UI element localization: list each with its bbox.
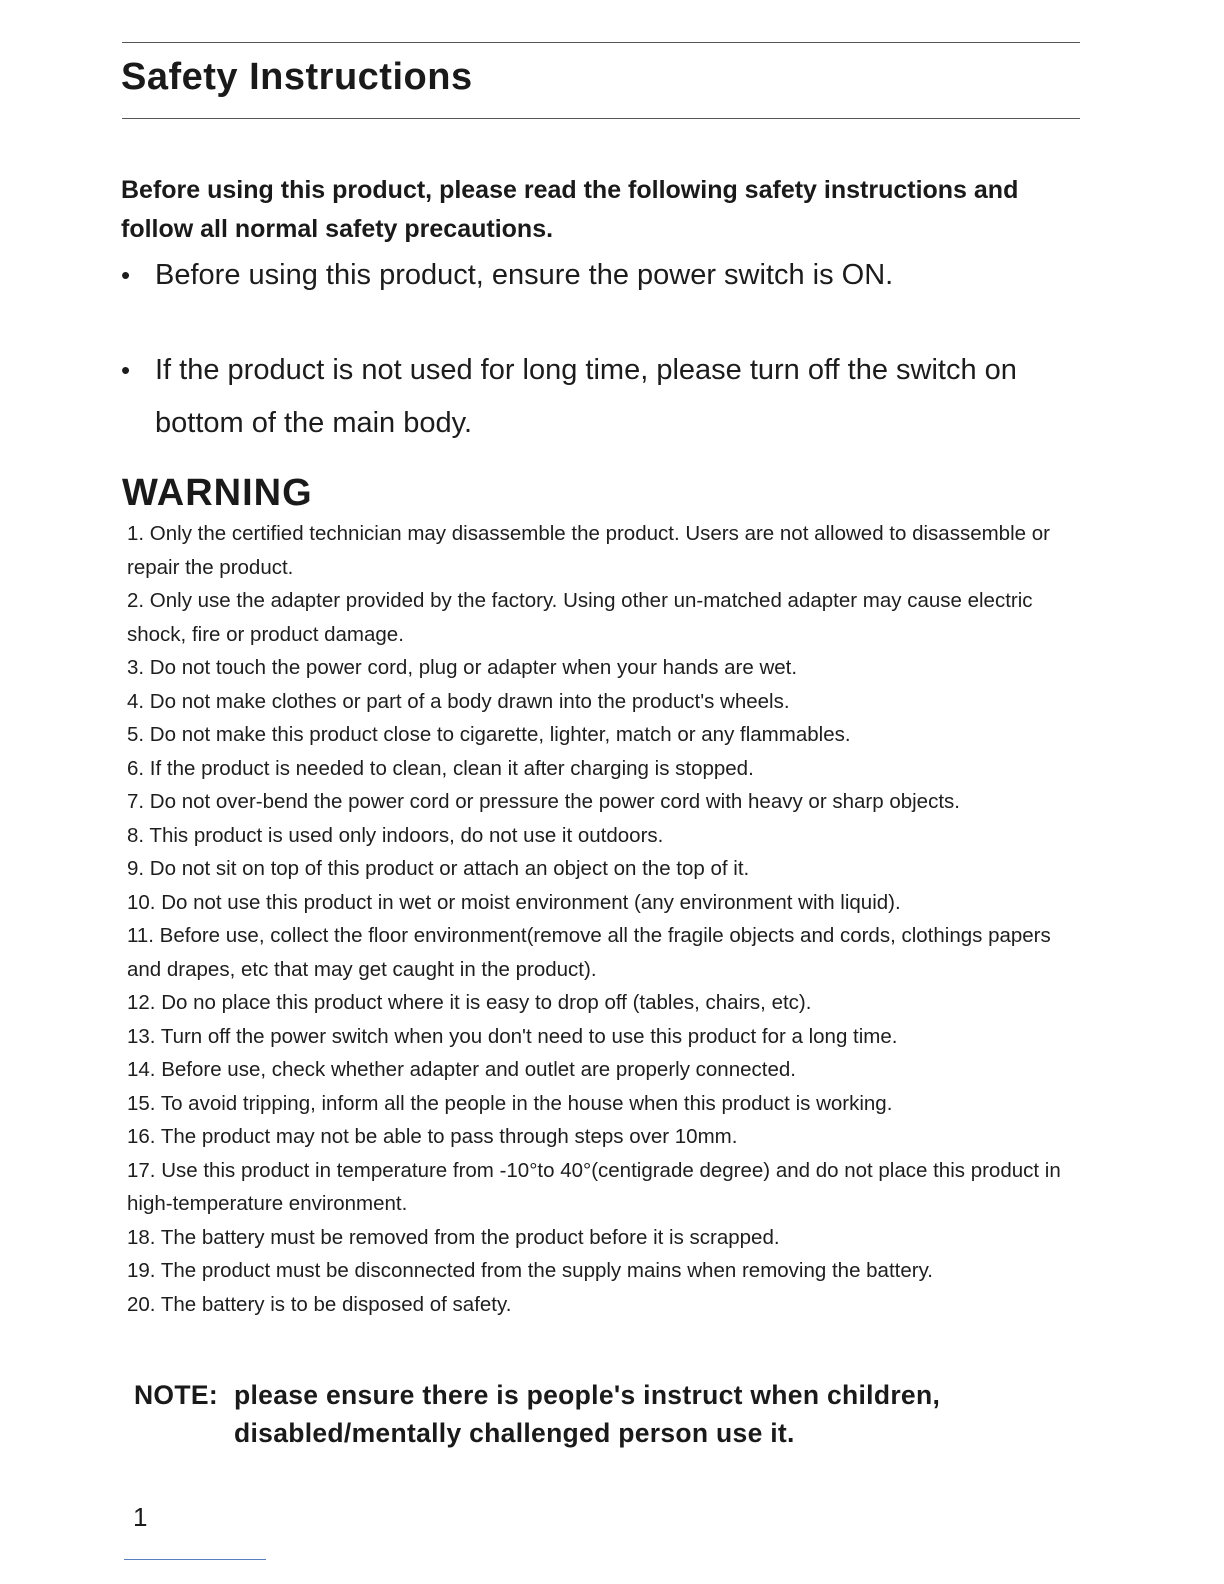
- warning-item: 5. Do not make this product close to cigarette, lighter, match or any flammables.: [127, 723, 851, 746]
- header-top-rule: [122, 42, 1080, 43]
- bullet-text: If the product is not used for long time, please turn off the switch on bottom of the main body.: [155, 354, 1017, 439]
- warning-item: 18. The battery must be removed from the product before it is scrapped.: [127, 1225, 780, 1249]
- warning-item: 13. Turn off the power switch when you don't need to use this product for a long time.: [127, 1024, 898, 1048]
- bullet-item: [121, 344, 1081, 450]
- warning-item: 15. To avoid tripping, inform all the people in the house when this product is working.: [127, 1091, 893, 1115]
- bullet-dot-icon: •: [121, 260, 131, 290]
- warning-item: 16. The product may not be able to pass through steps over 10mm.: [127, 1125, 738, 1148]
- warning-item: 8. This product is used only indoors, do not use it outdoors.: [127, 823, 664, 847]
- warning-item: 6. If the product is needed to clean, clean it after charging is stopped.: [127, 756, 754, 780]
- warning-item: 3. Do not touch the power cord, plug or adapter when your hands are wet.: [127, 656, 798, 679]
- warning-item: 9. Do not sit on top of this product or attach an object on the top of it.: [127, 857, 750, 880]
- header-bottom-rule: [122, 118, 1080, 119]
- note-label: NOTE:: [134, 1380, 218, 1410]
- bullet-text: Before using this product, ensure the power switch is ON.: [155, 259, 894, 291]
- page-title: Safety Instructions: [121, 56, 473, 98]
- warning-item: 17. Use this product in temperature from -10°to 40°(centigrade degree) and do not place this product in high-temperature environment.: [127, 1158, 1061, 1215]
- warning-item: 10. Do not use this product in wet or moist environment (any environment with liquid).: [127, 890, 901, 914]
- note-text: please ensure there is people's instruct when children, disabled/mentally challenged person use it.: [234, 1380, 941, 1448]
- warning-item: 19. The product must be disconnected from the supply mains when removing the battery.: [127, 1259, 934, 1282]
- page-number: 1: [133, 1502, 148, 1532]
- warning-heading: WARNING: [122, 472, 313, 514]
- warning-item: 7. Do not over-bend the power cord or pressure the power cord with heavy or sharp objects.: [127, 790, 960, 813]
- warning-item: 2. Only use the adapter provided by the factory. Using other un-matched adapter may cause electric shock, fire or product damage.: [127, 589, 1033, 646]
- bullet-item: [121, 249, 1081, 302]
- warning-item: 11. Before use, collect the floor environment(remove all the fragile objects and cords, clothings papers and drapes, etc that may get caught in the product).: [127, 924, 1051, 981]
- warning-item: 4. Do not make clothes or part of a body drawn into the product's wheels.: [127, 689, 790, 713]
- warning-item: 1. Only the certified technician may disassemble the product. Users are not allowed to disassemble or repair the product.: [127, 522, 1050, 579]
- warning-item: 20. The battery is to be disposed of safety.: [127, 1292, 512, 1316]
- bullet-dot-icon: •: [121, 355, 131, 385]
- warning-item: 12. Do no place this product where it is easy to drop off (tables, chairs, etc).: [127, 991, 812, 1014]
- footer-rule: [124, 1559, 266, 1560]
- warning-list: [127, 517, 1077, 1321]
- note-block: [134, 1376, 1094, 1452]
- intro-paragraph: Before using this product, please read the following safety instructions and follow all normal safety precautions.: [121, 176, 1019, 243]
- warning-item: 14. Before use, check whether adapter and outlet are properly connected.: [127, 1058, 796, 1081]
